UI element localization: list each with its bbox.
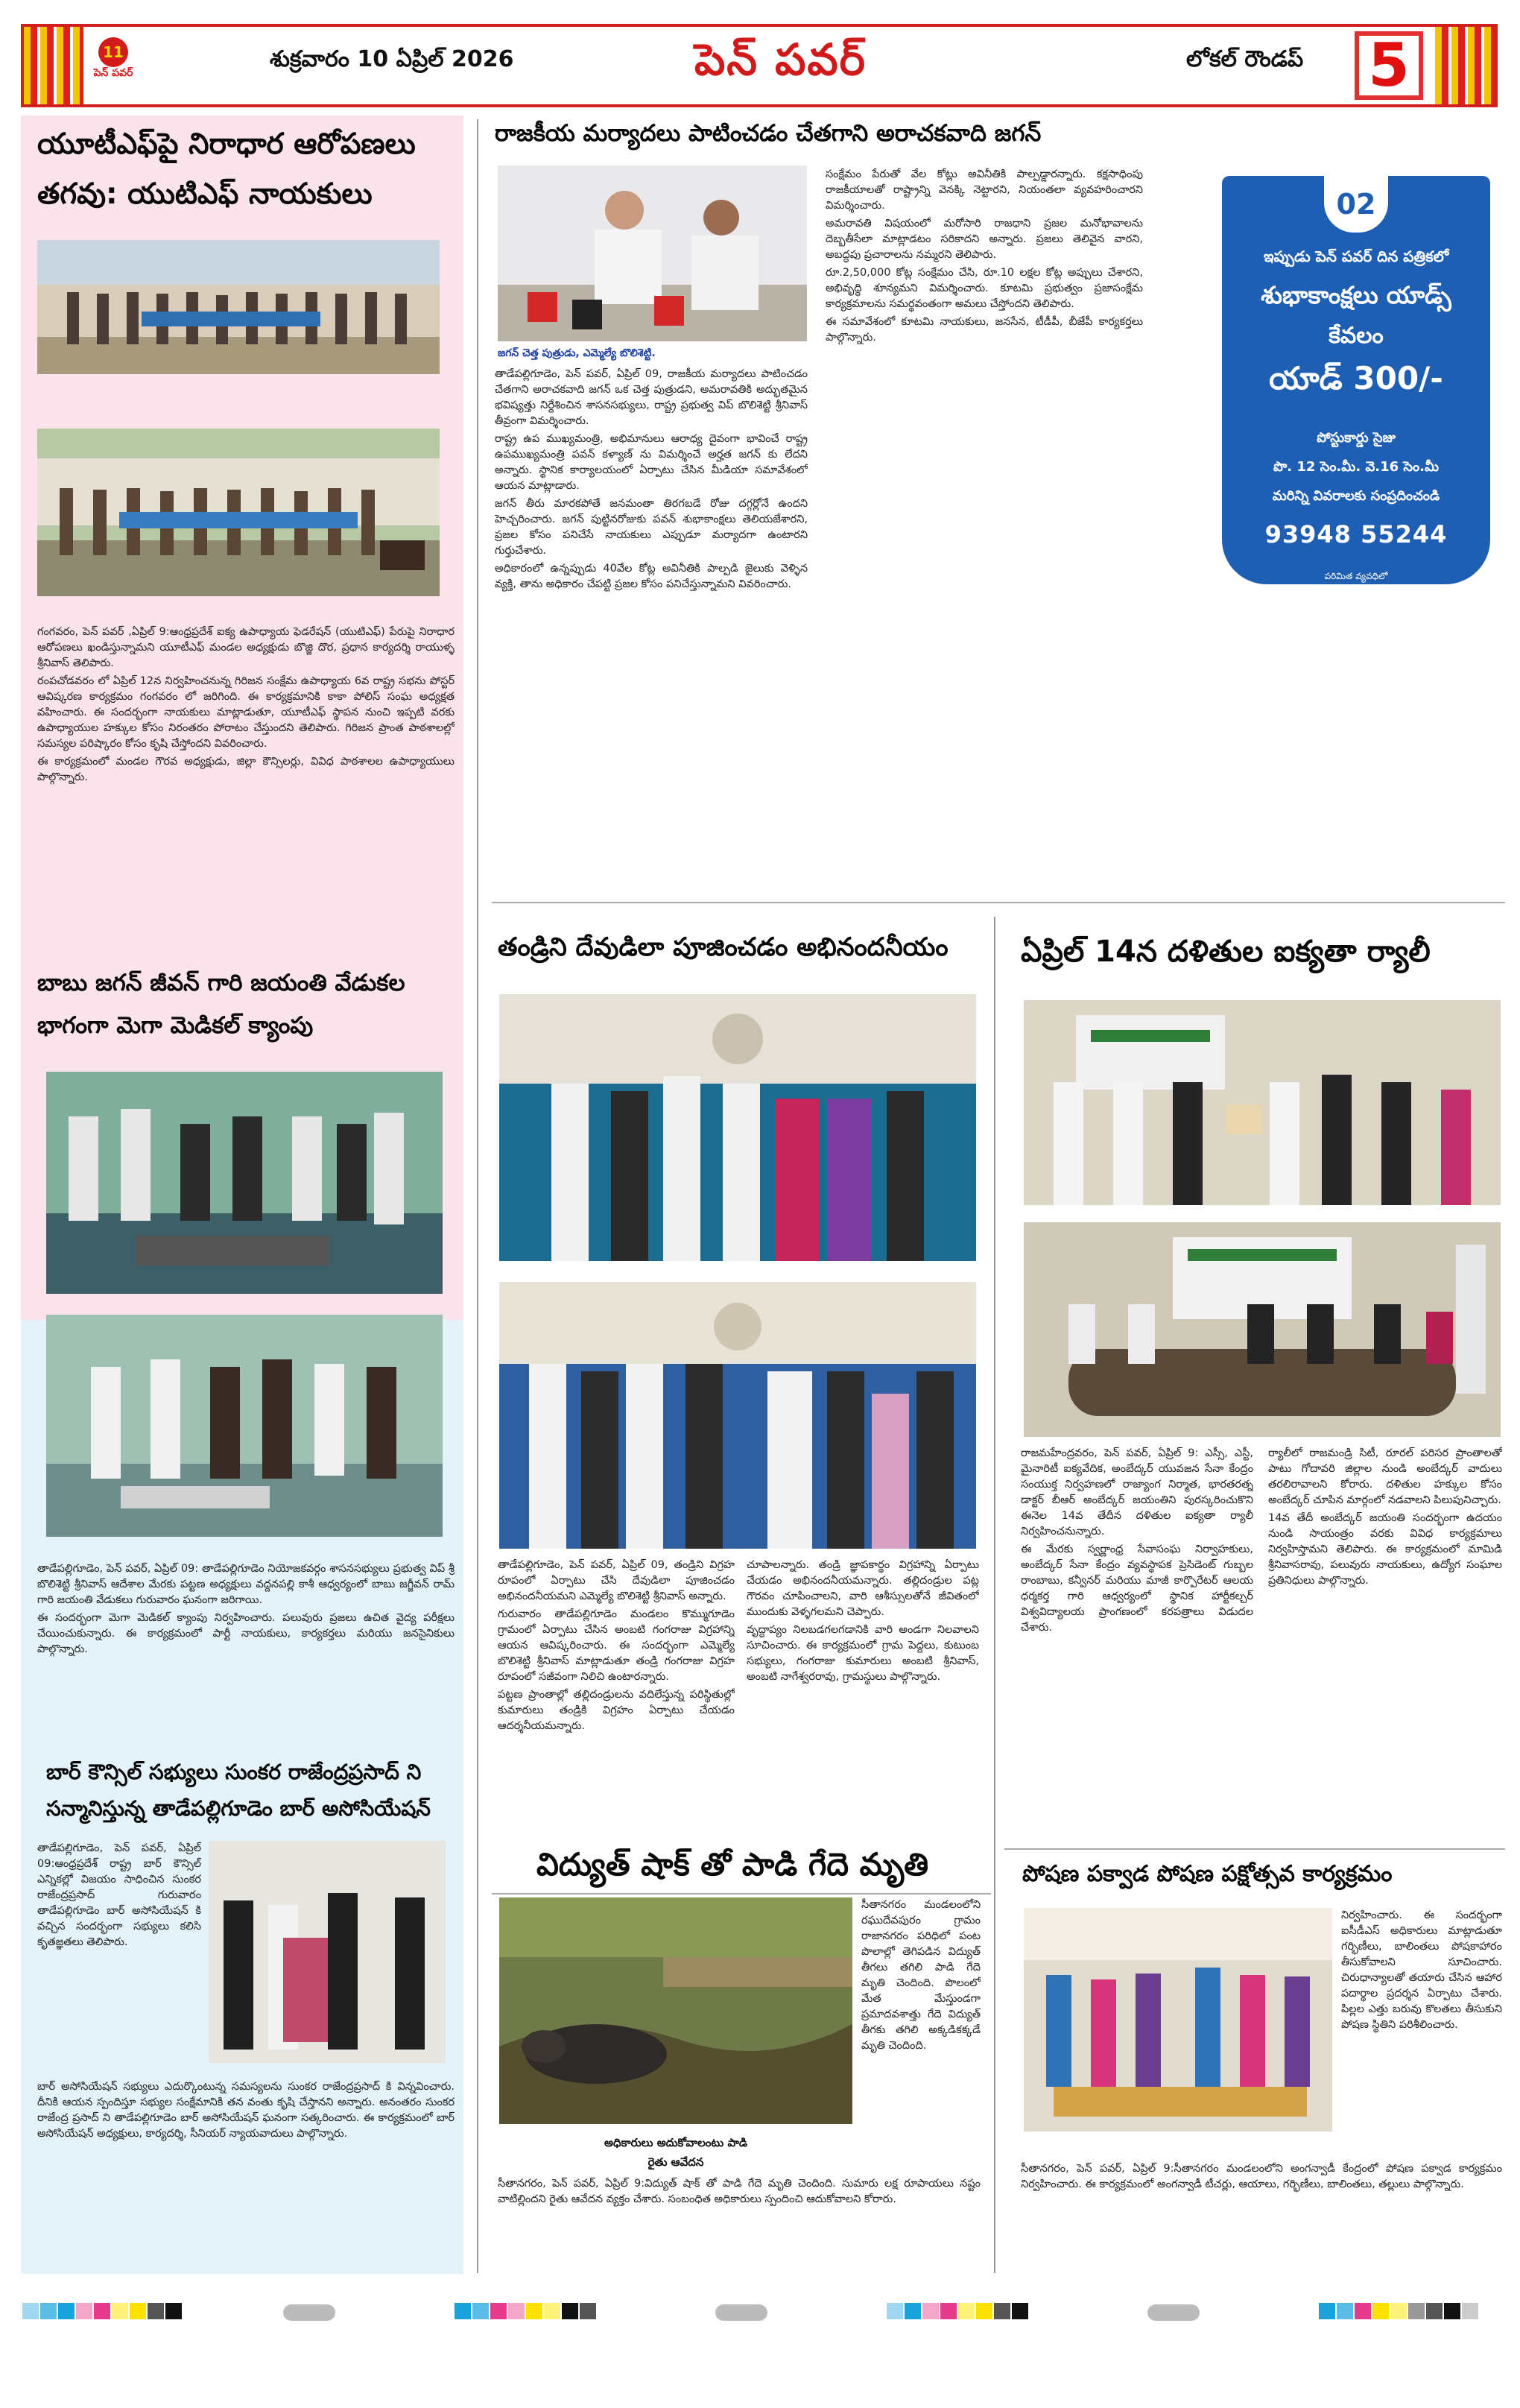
ad-size-label: పోస్టుకార్డు సైజు [1317,430,1396,446]
ad-size-value: పొ. 12 సెం.మీ. వె.16 సెం.మీ [1273,459,1440,475]
article4-paragraph: అధికారంలో ఉన్నప్పుడు 40వేల కోట్ల అవినీతికి పాల్పడి జైలుకు వెళ్ళిన వ్యక్తి, తాను అధికారం చేపట్టి ప్రజల కోసం పనిచేస్తున్నామని వివరించారు. [495,563,808,590]
header-date: శుక్రవారం 10 ఏప్రిల్ 2026 [270,46,514,72]
article4-paragraph: తాడేపల్లిగూడెం, పెన్ పవర్, ఏప్రిల్ 09, రాజకీయ మర్యాదలు పాటించడం చేతగాని అరాచకవాది జగన్ ఒక చెత్త పుత్రుడని, అమరావతికి అద్భుతమైన భవిష్యత్తు నిర్దేశించిన శాసనసభ్యులు, రాష్ట్ర ప్రభుత్వ విప్ బొలిశెట్టి శ్రీనివాస్ తీవ్రంగా విమర్శించారు. [495,368,808,427]
logo-text: పెన్ పవర్ [93,67,133,79]
article6-paragraph: 14వ తేదీ అంబేద్కర్ జయంతి సందర్భంగా ఉదయం నుండి సాయంత్రం వరకు వివిధ కార్యక్రమాలు నిర్వహిస్తామని తెలిపారు. ఈ కార్యక్రమంలో మామిడి శ్రీనివాసరావు, పలువురు నాయకులు, ఉద్యోగ సంఘాల ప్రతినిధులు పాల్గొన్నారు. [1268,1512,1502,1587]
section-divider [492,1893,991,1895]
greetings-ad [1222,176,1490,584]
registration-oval [1147,2304,1200,2321]
section-divider [1004,1848,1505,1850]
registration-marks-center-left [455,2303,598,2319]
article1-photo-bottom [37,429,440,596]
ad-phone: 93948 55244 [1264,520,1448,549]
article1-title-line1: యూటీఎఫ్‌పై నిరాధార ఆరోపణలు [37,127,416,161]
article7-photo-caption [499,2136,852,2172]
article3-paragraph: బార్ అసోసియేషన్ సభ్యులు ఎదుర్కొంటున్న సమస్యలను సుంకర రాజేంద్రప్రసాద్ కి విన్నవించారు. దీనికి ఆయన స్పందిస్తూ సభ్యుల సంక్షేమానికి తన వంతు కృషి చేస్తానని అన్నారు. అనంతరం సుంకర రాజేంద్ర ప్రసాద్ ని తాడేపల్లిగూడెం బార్ అసోసియేషన్ ఘనంగా సత్కరించారు. ఈ కార్యక్రమంలో బార్ అసోసియేషన్ అధ్యక్షులు, కార్యదర్శి, సీనియర్ న్యాయవాదులు పాల్గొన్నారు. [37,2081,455,2140]
article7-body-side: సీతానగరం మండలంలోని రఘుదేవపురం గ్రామం రాజానగరం పరిధిలో పంట పొలాల్లో తెగిపడిన విద్యుత్ తీగలు తగిలి పాడి గేదె మృతి చెందింది. పొలంలో మేత మేస్తుండగా ప్రమాదవశాత్తు గేదె విద్యుత్ తీగకు తగిలి అక్కడికక్కడే మృతి చెందింది. [861,1899,981,2052]
article5-paragraph: గురువారం తాడేపల్లిగూడెం మండలం కొమ్ముగూడెం గ్రామంలో ఏర్పాటు చేసిన అంబటి గంగరాజు విగ్రహాన్ని ఆయన ఆవిష్కరించారు. ఈ సందర్భంగా ఎమ్మెల్యే బొలిశెట్టి శ్రీనివాస్ మాట్లాడుతూ తండ్రి గంగరాజు విగ్రహ రూపంలో సజీవంగా నిలిచి ఉంటారన్నారు. [498,1608,735,1683]
article6-paragraph: ఈ మేరకు స్వర్ణాంధ్ర సేవాసంఘ నిర్వాహకులు, అంబేద్కర్ సేనా కేంద్రం వ్యవస్థాపక ప్రెసిడెంట్ గుబ్బల రాంబాబు, కన్వీనర్ మరియు మాజీ కార్పొరేటర్ ఆలయ ధర్మకర్త గారి ఆధ్వర్యంలో స్థానిక హార్టీకల్చర్ విశ్వవిద్యాలయ ప్రాంగణంలో కరపత్రాలు విడుదల చేశారు. [1021,1543,1253,1634]
page-number: 5 [1355,31,1423,100]
article5-paragraph: తాడేపల్లిగూడెం, పెన్ పవర్, ఏప్రిల్ 09, తండ్రిని విగ్రహ రూపంలో ఏర్పాటు చేసి దేవుడిలా పూజించడం అభినందనీయమని ఎమ్మెల్యే బొలిశెట్టి శ్రీనివాస్ అన్నారు. [498,1559,735,1602]
page-header [21,24,1498,107]
logo-emblem: 11 [98,37,128,67]
article8-headline: పోషణ పక్వాడ పోషణ పక్షోత్సవ కార్యక్రమం [1022,1861,1393,1887]
article5-paragraph: పట్టణ ప్రాంతాల్లో తల్లిదండ్రులను వదిలేస్తున్న పరిస్థితుల్లో కుమారులు తండ్రికి విగ్రహం ఏర్పాటు చేయడం ఆదర్శనీయమన్నారు. [498,1689,735,1732]
article4-photo-caption: జగన్ చెత్త పుత్రుడు, ఎమ్మెల్యే బొలిశెట్టి. [498,347,656,359]
article1-photo-top [37,240,440,374]
header-stripes-left [24,27,83,104]
article6-photo-bottom [1024,1222,1501,1437]
article1-title-line2: తగవు: యుటిఎఫ్ నాయకులు [37,177,373,211]
article4-paragraph: ఈ సమావేశంలో కూటమి నాయకులు, జనసేన, టీడీపీ, బీజేపీ కార్యకర్తలు పాల్గొన్నారు. [826,316,1143,344]
article1-paragraph: గంగవరం, పెన్ పవర్ ,ఏప్రిల్ 9:ఆంధ్రప్రదేశ్ ఐక్య ఉపాధ్యాయ ఫెడరేషన్ (యుటిఎఫ్) పేరుపై నిరాధార ఆరోపణలు ఖండిస్తున్నామని యూటీఎఫ్ మండల అధ్యక్షుడు బొజ్జి దొర, ప్రధాన కార్యదర్శి రాయుళ్ళ శ్రీనివాస్ తెలిపారు. [37,626,455,669]
ad-number-tab: 02 [1324,176,1388,233]
article4-paragraph: సంక్షేమం పేరుతో వేల కోట్లు అవినీతికి పాల్పడ్డారన్నారు. కక్షసాధింపు రాజకీయాలతో రాష్ట్రాన్ని వెనక్కి నెట్టారని, నియంతలా వ్యవహరించారని విమర్శించారు. [826,168,1143,212]
article8-body-right: నిర్వహించారు. ఈ సందర్భంగా ఐసీడీఎస్ అధికారులు మాట్లాడుతూ గర్భిణీలు, బాలింతలు పోషకాహారం తీసుకోవాలని సూచించారు. చిరుధాన్యాలతో తయారు చేసిన ఆహార పదార్థాల ప్రదర్శన ఏర్పాటు చేశారు. పిల్లల ఎత్తు బరువు కొలతలు తీసుకుని పోషణ స్థితిని పరిశీలించారు. [1341,1909,1502,2031]
article6-paragraph: ర్యాలీలో రాజమండ్రి సిటీ, రూరల్ పరిసర ప్రాంతాలతో పాటు గోదావరి జిల్లాల నుండి అంబేద్కర్ వాదులు తరలిరావాలని కోరారు. దళితుల హక్కుల కోసం అంబేద్కర్ చూపిన మార్గంలో నడవాలని పిలుపునిచ్చారు. [1268,1447,1502,1506]
article4-paragraph: రాష్ట్ర ఉప ముఖ్యమంత్రి, అభిమానులు ఆరాధ్య దైవంగా భావించే రాష్ట్ర ఉపముఖ్యమంత్రి పవన్ కళ్యాణ్ ను విమర్శించే అర్హత జగన్ కు లేదని అన్నారు. స్థానిక కార్యాలయంలో ఏర్పాటు చేసిన మీడియా సమావేశంలో ఆయన మాట్లాడారు. [495,433,808,492]
article3-title-line2: సన్మానిస్తున్న తాడేపల్లిగూడెం బార్ అసోసియేషన్ [46,1796,431,1821]
column-rule [477,119,478,2273]
registration-marks-center-right [887,2303,1030,2319]
article2-paragraph: తాడేపల్లిగూడెం, పెన్ పవర్, ఏప్రిల్ 09: తాడేపల్లిగూడెం నియోజకవర్గం శాసనసభ్యులు ప్రభుత్వ విప్ శ్రీ బొలిశెట్టి శ్రీనివాస్ ఆదేశాల మేరకు పట్టణ అధ్యక్షులు వద్దనపల్లి కాశీ ఆధ్వర్యంలో బాబు జగ్జీవన్ రామ్ గారి జయంతి వేడుకలు గురువారం ఘనంగా జరిగాయి. [37,1563,455,1606]
article6-paragraph: రాజమహేంద్రవరం, పెన్ పవర్, ఏప్రిల్ 9: ఎస్సీ, ఎస్టీ, మైనారిటీ ఐక్యవేదిక, అంబేద్కర్ యువజన సేనా కేంద్రం సంయుక్త నిర్వహణలో రాజ్యాంగ నిర్మాత, భారతరత్న డాక్టర్ బీఆర్ అంబేద్కర్ జయంతిని పురస్కరించుకొని ఈనెల 14వ తేదీన దళితుల ఐక్యతా ర్యాలీ నిర్వహించనున్నారు. [1021,1447,1253,1538]
article4-headline: రాజకీయ మర్యాదలు పాటించడం చేతగాని అరాచకవాది జగన్ [495,120,1042,147]
registration-oval [283,2304,335,2321]
article5-paragraph: వృద్ధాప్యం నిలబడగలగడానికి వారి అండగా నిలవాలని సూచించారు. ఈ కార్యక్రమంలో గ్రామ పెద్దలు, కుటుంబ సభ్యులు, గంగరాజు కుమారులు అంబటి శ్రీనివాస్, అంబటి నాగేశ్వరరావు, గ్రామస్థులు పాల్గొన్నారు. [747,1624,979,1683]
logo [85,37,142,95]
article2-headline [37,969,455,1040]
article6-headline: ఏప్రిల్ 14న దళితుల ఐక్యతా ర్యాలీ [1021,935,1431,969]
article1-headline [37,127,455,213]
ad-contact-label: మరిన్ని వివరాలకు సంప్రదించండి [1272,488,1440,504]
article5-paragraph: చూపాలన్నారు. తండ్రి జ్ఞాపకార్థం విగ్రహాన్ని ఏర్పాటు చేయడం అభినందనీయమన్నారు. తల్లిదండ్రుల పట్ల గౌరవం చూపించాలని, వారి ఆశీస్సులతోనే జీవితంలో ముందుకు వెళ్ళగలమని చెప్పారు. [747,1559,979,1618]
ad-line1: ఇప్పుడు పెన్ పవర్ దిన పత్రికలో [1263,247,1449,265]
registration-marks-left [22,2303,183,2319]
article7-caption-line1: అధికారులు అదుకోవాలంటు పాడి [604,2136,748,2149]
registration-marks-right [1319,2303,1480,2319]
article7-body-bottom: సీతానగరం, పెన్ పవర్, ఏప్రిల్ 9:విద్యుత్ షాక్ తో పాడి గేదె మృతి చెందింది. సుమారు లక్ష రూపాయలు నష్టం వాటిల్లిందని రైతు ఆవేదన వ్యక్తం చేశారు. సంబంధిత అధికారులు స్పందించి ఆదుకోవాలని కోరారు. [498,2178,981,2205]
article2-paragraph: ఈ సందర్భంగా మెగా మెడికల్ క్యాంపు నిర్వహించారు. పలువురు ప్రజలు ఉచిత వైద్య పరీక్షలు చేయించుకున్నారు. ఈ కార్యక్రమంలో పార్టీ నాయకులు, కార్యకర్తలు మరియు జనసైనికులు పాల్గొన్నారు. [37,1612,455,1655]
article8-photo [1024,1908,1332,2132]
article3-headline [46,1759,463,1821]
article2-photo-bottom [46,1315,443,1537]
article2-title-line2: భాగంగా మెగా మెడికల్ క్యాంపు [37,1011,314,1039]
article4-paragraph: అమరావతి విషయంలో మరోసారి రాజధాని ప్రజల మనోభావాలను దెబ్బతీసేలా మాట్లాడటం సరికాదని అన్నారు. ప్రజలు తెలివైన వారని, అబద్ధపు ప్రచారాలను నమ్మరని తెలిపారు. [826,218,1143,261]
ad-line3: కేవలం [1329,323,1384,349]
article6-photo-top [1024,1000,1501,1205]
ad-footer: పరిమిత వ్యవధిలో [1324,571,1388,581]
ad-price: యాడ్ 300/- [1269,360,1443,396]
article5-photo-bottom [499,1282,976,1549]
article5-headline: తండ్రిని దేవుడిలా పూజించడం అభినందనీయం [498,932,949,962]
article3-photo [209,1841,446,2063]
article6-body-right [1268,1446,1502,1863]
article2-body [37,1561,455,1748]
article5-photo-top [499,994,976,1261]
article1-paragraph: ఈ కార్యక్రమంలో మండల గౌరవ అధ్యక్షుడు, జిల్లా కౌన్సిలర్లు, వివిధ పాఠశాలల ఉపాధ్యాయులు పాల్గొన్నారు. [37,756,455,783]
article2-title-line1: బాబు జగన్ జీవన్ గారి జయంతి వేడుకల [37,970,405,996]
article4-body-right [826,167,1143,873]
article8-body-bottom: సీతానగరం, పెన్ పవర్, ఏప్రిల్ 9:సీతానగరం మండలంలోని అంగన్వాడీ కేంద్రంలో పోషణ పక్వాడ కార్యక్రమం నిర్వహించారు. ఈ కార్యక్రమంలో అంగన్వాడీ టీచర్లు, ఆయాలు, గర్భిణీలు, బాలింతలు, తల్లులు పాల్గొన్నారు. [1021,2163,1502,2190]
article2-photo-top [46,1072,443,1294]
header-stripes-right [1435,27,1495,104]
ad-line2: శుభాకాంక్షలు యాడ్స్ [1261,281,1451,309]
column-rule [994,917,995,2273]
registration-oval [715,2304,767,2321]
article3-body [37,2079,455,2266]
section-divider [492,902,1505,903]
article4-body-left [495,367,808,873]
article7-photo [499,1897,852,2124]
article3-title-line1: బార్ కౌన్సిల్ సభ్యులు సుంకర రాజేంద్రప్రసాద్ ని [46,1760,422,1784]
article3-lead: తాడేపల్లిగూడెం, పెన్ పవర్, ఏప్రిల్ 09:ఆంధ్రప్రదేశ్ రాష్ట్ర బార్ కౌన్సిల్ ఎన్నికల్లో విజయం సాధించిన సుంకర రాజేంద్రప్రసాద్ గురువారం తాడేపల్లిగూడెం బార్ అసోసియేషన్ కి వచ్చిన సందర్భంగా సభ్యులు కలిసి కృతజ్ఞతలు తెలిపారు. [37,1842,201,1948]
article1-body [37,625,455,952]
article6-body-left [1021,1446,1253,1863]
section-name: లోకల్ రౌండప్ [1186,46,1304,72]
article4-photo [498,165,807,341]
article4-paragraph: జగన్ తీరు మారకపోతే జనమంతా తిరగబడే రోజు దగ్గర్లోనే ఉందని హెచ్చరించారు. జగన్ పుట్టినరోజుకు పవన్ శుభాకాంక్షలు తెలియజేశారని, ప్రజల కోసం పనిచేసే నాయకులు ఎప్పుడూ మర్యాదగా ఉంటారని గుర్తుచేశారు. [495,498,808,557]
article7-caption-line2: రైతు ఆవేదన [647,2155,704,2169]
article4-paragraph: రూ.2,50,000 కోట్ల సంక్షేమం చేసి, రూ.10 లక్షల కోట్ల అప్పులు చేశారని, అభివృద్ధి శూన్యమని విమర్శించారు. కూటమి ప్రభుత్వం ప్రజాసంక్షేమ కార్యక్రమాలను సమర్థవంతంగా అమలు చేస్తోందని తెలిపారు. [826,267,1143,310]
masthead: పెన్ పవర్ [694,34,867,85]
article7-headline: విద్యుత్ షాక్ తో పాడి గేదె మృతి [536,1846,929,1883]
article1-paragraph: రంపచోడవరం లో ఏప్రిల్ 12న నిర్వహించనున్న గిరిజన సంక్షేమ ఉపాధ్యాయ 6వ రాష్ట్ర సభను పోస్టర్ ఆవిష్కరణ కార్యక్రమం గంగవరం లో జరిగింది. ఈ కార్యక్రమానికి కాకా పోలిస్ సంఘ అధ్యక్షత వహించారు. ఈ సందర్భంగా నాయకులు మాట్లాడుతూ, యూటీఎఫ్ స్థాపన నుంచి ఇప్పటి వరకు ఉపాధ్యాయుల హక్కుల కోసం నిరంతరం పోరాటం చేస్తుందని తెలిపారు. గిరిజన ప్రాంత పాఠశాలల్లో సమస్యల పరిష్కారం కోసం కృషి చేస్తోందని వివరించారు. [37,675,455,750]
